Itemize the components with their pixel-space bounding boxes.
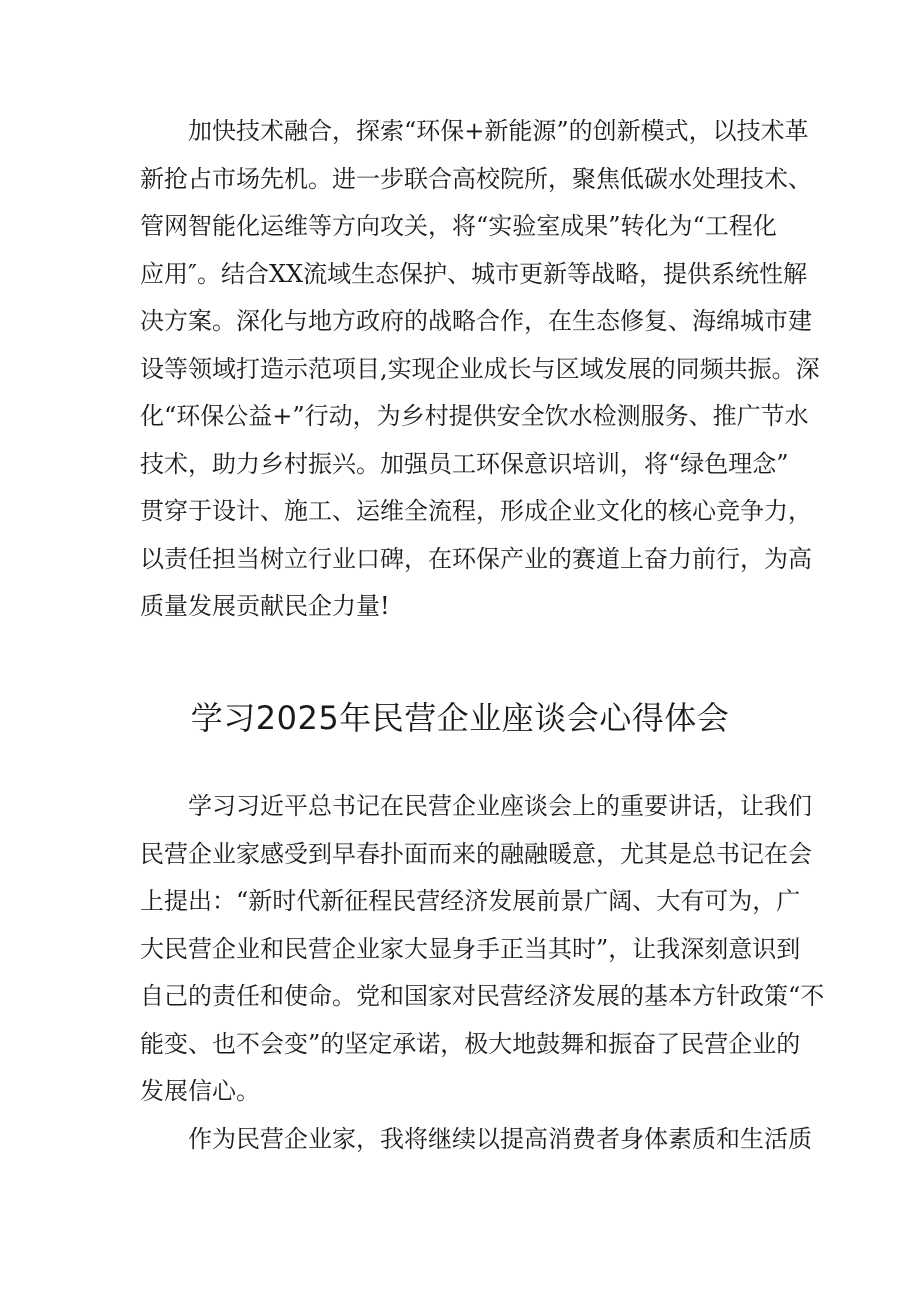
- text-line: 决方案。深化与地方政府的战略合作，在生态修复、海绵城市建: [140, 307, 812, 335]
- document-title: 学习2025年民营企业座谈会心得体会: [190, 699, 730, 737]
- text-line: 发展信心。: [140, 1077, 260, 1105]
- text-line: 上提出：“新时代新征程民营经济发展前景广阔、大有可为，广: [140, 887, 801, 915]
- text-line: 作为民营企业家，我将继续以提高消费者身体素质和生活质: [140, 1124, 812, 1153]
- text-line: 能变、也不会变”的坚定承诺，极大地鼓舞和振奋了民营企业的: [140, 1029, 801, 1058]
- paragraph-technology-integration: [140, 108, 820, 631]
- text-line: 应用″。结合XX流域生态保护、城市更新等战略，提供系统性解: [140, 259, 808, 288]
- text-line: 民营企业家感受到早春扑面而来的融融暖意，尤其是总书记在会: [140, 839, 812, 868]
- text-line: 自己的责任和使命。党和国家对民营经济发展的基本方针政策“不: [140, 982, 825, 1010]
- text-line: 化“环保公益+”行动，为乡村提供安全饮水检测服务、推广节水: [140, 402, 809, 430]
- text-line: 大民营企业和民营企业家大显身手正当其时”，让我深刻意识到: [140, 934, 801, 963]
- text-line: 贯穿于设计、施工、运维全流程，形成企业文化的核心竞争力，: [140, 497, 812, 525]
- paragraph-study-speech: [140, 783, 825, 1163]
- text-line: 技术，助力乡村振兴。加强员工环保意识培训，将“绿色理念”: [140, 449, 789, 478]
- text-line: 加快技术融合，探索“环保+新能源”的创新模式，以技术革: [140, 117, 809, 145]
- text-line: 质量发展贡献民企力量!: [140, 592, 390, 620]
- text-line: 新抢占市场先机。进一步联合高校院所，聚焦低碳水处理技术、: [140, 164, 812, 193]
- text-line: 以责任担当树立行业口碑，在环保产业的赛道上奋力前行，为高: [140, 544, 812, 573]
- text-line: 设等领域打造示范项目,实现企业成长与区域发展的同频共振。深: [140, 354, 820, 383]
- text-line: 管网智能化运维等方向攻关，将“实验室成果”转化为“工程化: [140, 212, 777, 240]
- text-line: 学习习近平总书记在民营企业座谈会上的重要讲话，让我们: [140, 792, 812, 820]
